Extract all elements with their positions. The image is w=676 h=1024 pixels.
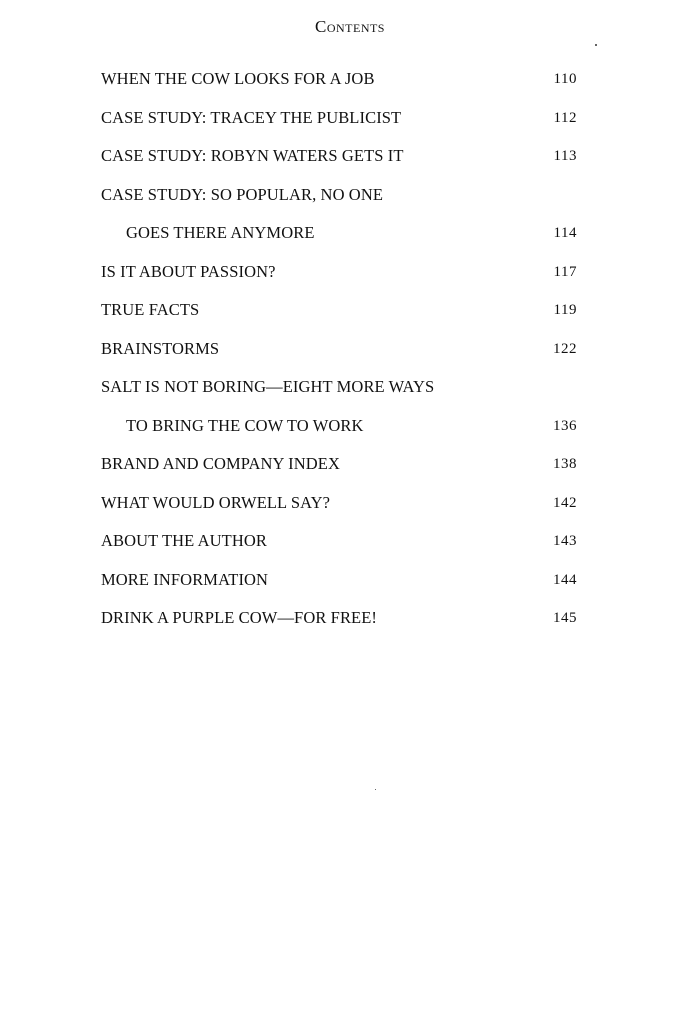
toc-entry [101, 334, 586, 373]
toc-entry-title: IS IT ABOUT PASSION? [101, 261, 276, 281]
toc-entry [101, 372, 586, 411]
page-title: Contents [314, 17, 385, 36]
toc-entry [101, 603, 586, 642]
toc-entry-page: 144 [553, 571, 577, 588]
toc-entry-title: WHEN THE COW LOOKS FOR A JOB [101, 69, 375, 88]
toc-entry-page: 110 [553, 71, 577, 87]
toc-entry-title: GOES THERE ANYMORE [126, 223, 315, 242]
scan-speck [375, 789, 376, 790]
toc-entry-title: TRUE FACTS [101, 300, 200, 319]
toc-entry [101, 449, 586, 488]
toc-entry-page: 145 [553, 610, 577, 626]
toc-entry-title: CASE STUDY: TRACEY THE PUBLICIST [101, 107, 402, 127]
toc-entry [101, 565, 586, 604]
toc-entry [101, 64, 586, 103]
toc-entry [101, 141, 586, 180]
toc-entry-page: 119 [553, 302, 577, 318]
toc-entry-page: 112 [553, 109, 577, 126]
toc-entry-title: MORE INFORMATION [101, 569, 269, 589]
toc-entry-title: CASE STUDY: ROBYN WATERS GETS IT [101, 146, 404, 165]
toc-entry-page: 142 [553, 494, 577, 511]
toc-entry-title: ABOUT THE AUTHOR [101, 531, 267, 550]
toc-entry-title: DRINK A PURPLE COW—FOR FREE! [101, 608, 378, 627]
toc-entry-page: 136 [553, 417, 577, 434]
toc-entry-title: CASE STUDY: SO POPULAR, NO ONE [101, 184, 384, 204]
toc-entry-title: SALT IS NOT BORING—EIGHT MORE WAYS [101, 377, 435, 396]
toc-entry [101, 526, 586, 565]
toc-entry [101, 180, 586, 219]
table-of-contents [101, 64, 586, 642]
scan-speck [595, 44, 597, 46]
toc-entry [101, 295, 586, 334]
toc-entry [101, 488, 586, 527]
toc-entry [101, 103, 586, 142]
toc-entry-title: BRAND AND COMPANY INDEX [101, 454, 340, 473]
toc-entry-continuation [101, 218, 586, 257]
toc-entry-page: 113 [553, 148, 577, 164]
toc-entry-page: 143 [553, 533, 577, 549]
toc-entry-title: TO BRING THE COW TO WORK [126, 415, 364, 435]
toc-entry-page: 122 [553, 340, 577, 357]
toc-entry [101, 257, 586, 296]
toc-entry-title: BRAINSTORMS [101, 338, 220, 358]
toc-entry-continuation [101, 411, 586, 450]
toc-entry-title: WHAT WOULD ORWELL SAY? [101, 492, 331, 512]
toc-entry-page: 117 [553, 263, 577, 280]
toc-entry-page: 138 [553, 456, 577, 472]
toc-entry-page: 114 [553, 225, 577, 241]
